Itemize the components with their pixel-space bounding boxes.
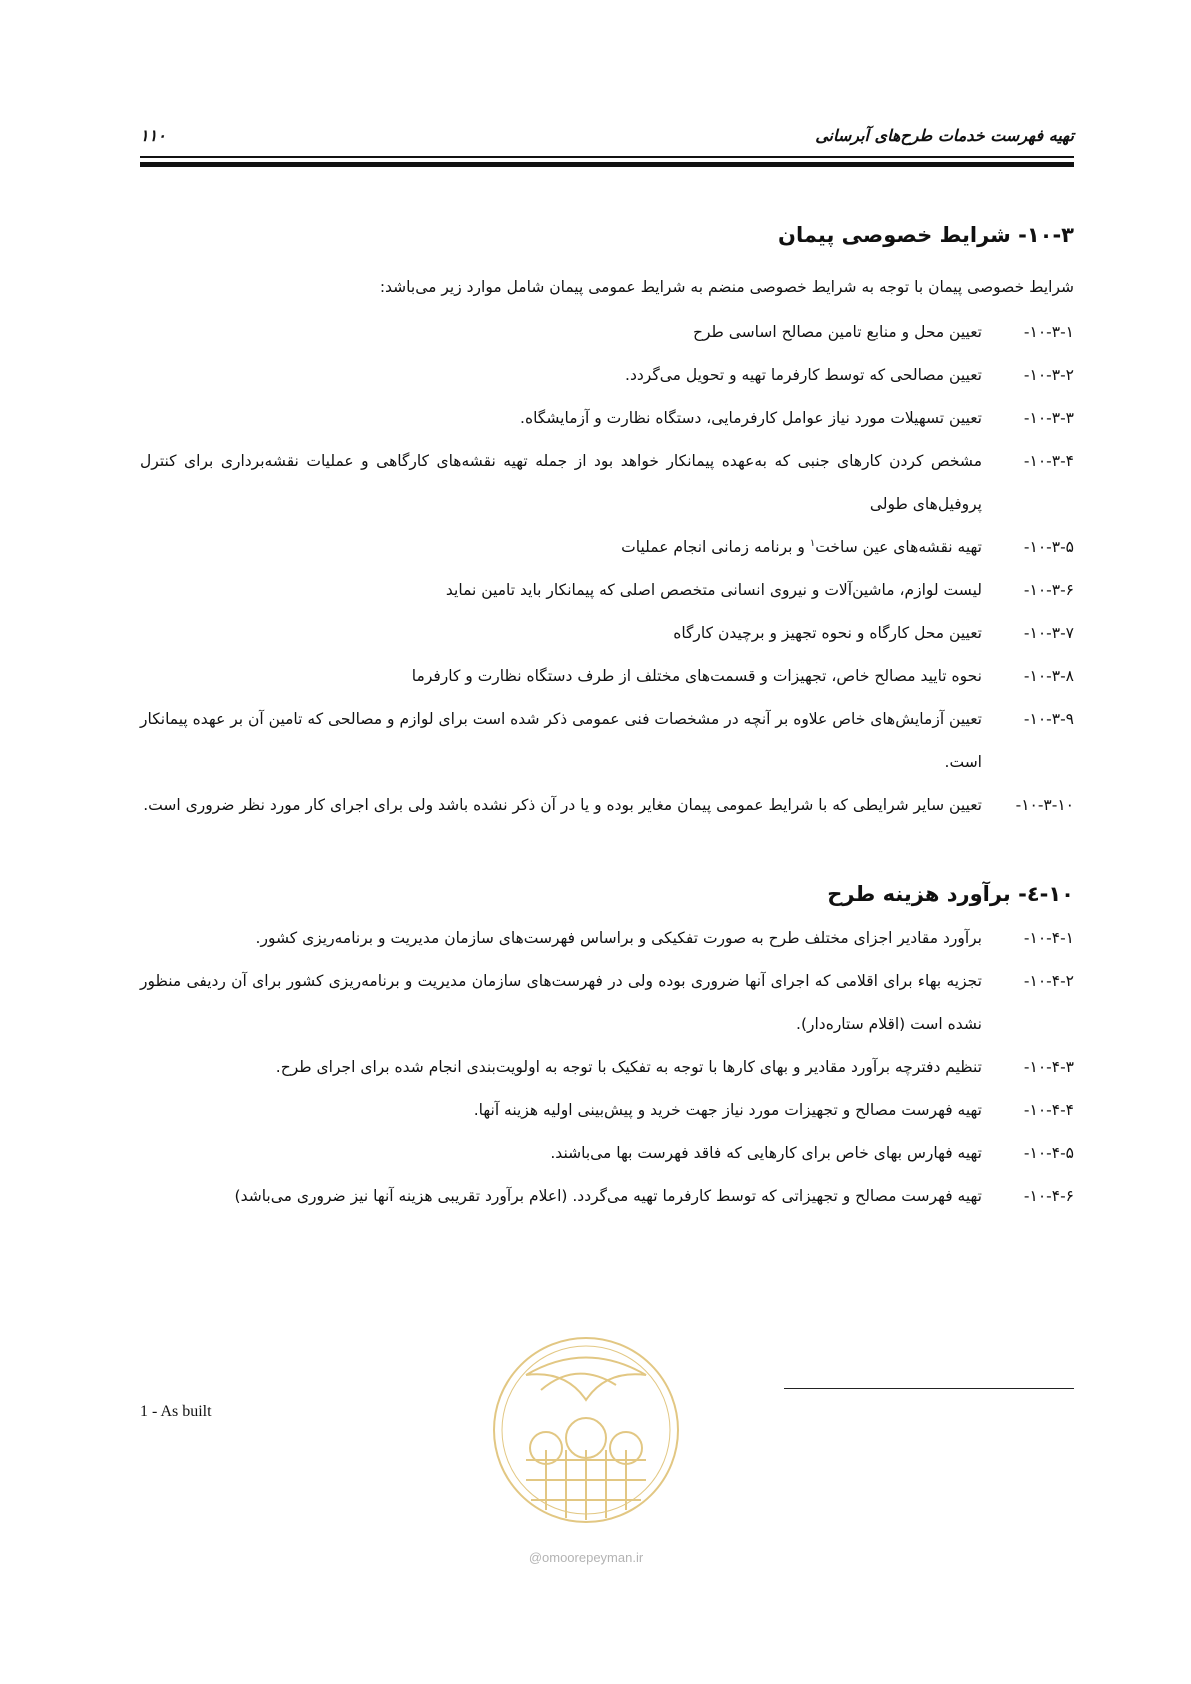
item-text: تعیین محل و منابع تامین مصالح اساسی طرح bbox=[692, 323, 982, 341]
list-item bbox=[140, 655, 1074, 698]
item-number: ۱۰-۴-۴- bbox=[1023, 1101, 1074, 1119]
item-text: تجزیه بهاء برای اقلامی که اجرای آنها ضروری بوده ولی در فهرست‌های سازمان مدیریت و برنامه‌ریزی کشور برای آن ردیفی منظور نشده است (اقلام ستاره‌دار). bbox=[140, 972, 982, 1033]
item-number: ۱۰-۳-۵- bbox=[1023, 538, 1074, 556]
item-text: تهیه فهارس بهای خاص برای کارهایی که فاقد فهرست بها می‌باشند. bbox=[550, 1144, 982, 1162]
list-item bbox=[140, 397, 1074, 440]
item-text-part: و برنامه زمانی انجام عملیات bbox=[621, 538, 810, 556]
item-text: مشخص کردن کارهای جنبی که به‌عهده پیمانکار خواهد بود از جمله تهیه نقشه‌های کارگاهی و عملیات نقشه‌برداری برای کنترل پروفیل‌های طولی bbox=[140, 452, 982, 513]
page-number: ۱۱۰ bbox=[140, 126, 166, 145]
item-number: ۱۰-۴-۱- bbox=[1023, 929, 1074, 947]
item-number: ۱۰-۳-۱۰- bbox=[1015, 796, 1074, 814]
list-item bbox=[140, 354, 1074, 397]
page-body bbox=[140, 212, 1074, 1218]
item-number: ۱۰-۳-۶- bbox=[1023, 581, 1074, 599]
item-number: ۱۰-۳-۸- bbox=[1023, 667, 1074, 685]
footnote: 1 - As built bbox=[140, 1403, 212, 1420]
page-header bbox=[140, 126, 1074, 154]
list-item bbox=[140, 440, 1074, 526]
item-text: برآورد مقادیر اجزای مختلف طرح به صورت تفکیکی و براساس فهرست‌های سازمان مدیریت و برنامه‌ریزی کشور. bbox=[255, 929, 982, 947]
item-text bbox=[140, 526, 982, 569]
item-text: تهیه فهرست مصالح و تجهیزاتی که توسط کارفرما تهیه می‌گردد. (اعلام برآورد تقریبی هزینه آنها نیز ضروری می‌باشد) bbox=[234, 1187, 982, 1205]
footnote-separator bbox=[784, 1388, 1074, 1389]
item-number: ۱۰-۳-۲- bbox=[1023, 366, 1074, 384]
list-item bbox=[140, 526, 1074, 569]
section-heading: ۱۰-٤- برآورد هزینه طرح bbox=[827, 882, 1074, 906]
list-item bbox=[140, 1175, 1074, 1218]
list-item bbox=[140, 1046, 1074, 1089]
list-item bbox=[140, 1089, 1074, 1132]
item-text: تعیین آزمایش‌های خاص علاوه بر آنچه در مشخصات فنی عمومی ذکر شده است برای لوازم و مصالحی که تامین آن بر عهده پیمانکار است. bbox=[139, 710, 982, 771]
item-number: ۱۰-۳-۴- bbox=[1023, 452, 1074, 470]
item-number: ۱۰-۳-۹- bbox=[1023, 710, 1074, 728]
watermark-logo bbox=[486, 1330, 686, 1575]
item-text: نحوه تایید مصالح خاص، تجهیزات و قسمت‌های مختلف از طرف دستگاه نظارت و کارفرما bbox=[411, 667, 982, 685]
header-rule-thin bbox=[140, 156, 1074, 158]
item-text: تعیین تسهیلات مورد نیاز عوامل کارفرمایی، دستگاه نظارت و آزمایشگاه. bbox=[520, 409, 982, 427]
running-title: تهیه فهرست خدمات طرح‌های آبرسانی bbox=[815, 126, 1074, 145]
list-item bbox=[140, 1132, 1074, 1175]
watermark-url: @omoorepeyman.ir bbox=[528, 1550, 644, 1565]
header-rule-thick bbox=[140, 162, 1074, 167]
logo-grid bbox=[526, 1450, 646, 1520]
list-item bbox=[140, 612, 1074, 655]
item-text: تعیین مصالحی که توسط کارفرما تهیه و تحویل می‌گردد. bbox=[625, 366, 982, 384]
item-number: ۱۰-۳-۱- bbox=[1023, 323, 1074, 341]
item-number: ۱۰-۴-۲- bbox=[1023, 972, 1074, 990]
item-number: ۱۰-۳-۷- bbox=[1023, 624, 1074, 642]
list-item bbox=[140, 960, 1074, 1046]
item-number: ۱۰-۴-۳- bbox=[1023, 1058, 1074, 1076]
item-text: لیست لوازم، ماشین‌آلات و نیروی انسانی متخصص اصلی که پیمانکار باید تامین نماید bbox=[445, 581, 982, 599]
intro-paragraph: شرایط خصوصی پیمان با توجه به شرایط خصوصی منضم به شرایط عمومی پیمان شامل موارد زیر می‌باشد: bbox=[379, 278, 1074, 296]
list-item bbox=[140, 569, 1074, 612]
item-text-part: تهیه نقشه‌های عین ساخت bbox=[815, 538, 982, 556]
item-text: تنظیم دفترچه برآورد مقادیر و بهای کارها با توجه به تفکیک با توجه به اولویت‌بندی انجام شده برای اجرای طرح. bbox=[275, 1058, 982, 1076]
item-text: تعیین محل کارگاه و نحوه تجهیز و برچیدن کارگاه bbox=[673, 624, 982, 642]
logo-calligraphy bbox=[526, 1358, 646, 1401]
list-item bbox=[140, 311, 1074, 354]
item-number: ۱۰-۴-۵- bbox=[1023, 1144, 1074, 1162]
item-text: تعیین سایر شرایطی که با شرایط عمومی پیمان مغایر بوده و یا در آن ذکر نشده باشد ولی برای اجرای کار مورد نظر ضروری است. bbox=[143, 796, 982, 814]
list-item bbox=[140, 698, 1074, 784]
section-heading: ۱۰-۳- شرایط خصوصی پیمان bbox=[778, 223, 1074, 247]
item-text: تهیه فهرست مصالح و تجهیزات مورد نیاز جهت خرید و پیش‌بینی اولیه هزینه آنها. bbox=[473, 1101, 982, 1119]
item-number: ۱۰-۴-۶- bbox=[1023, 1187, 1074, 1205]
footnote-reference: ۱ bbox=[809, 537, 816, 549]
list-item bbox=[140, 784, 1074, 827]
item-number: ۱۰-۳-۳- bbox=[1023, 409, 1074, 427]
list-item bbox=[140, 917, 1074, 960]
